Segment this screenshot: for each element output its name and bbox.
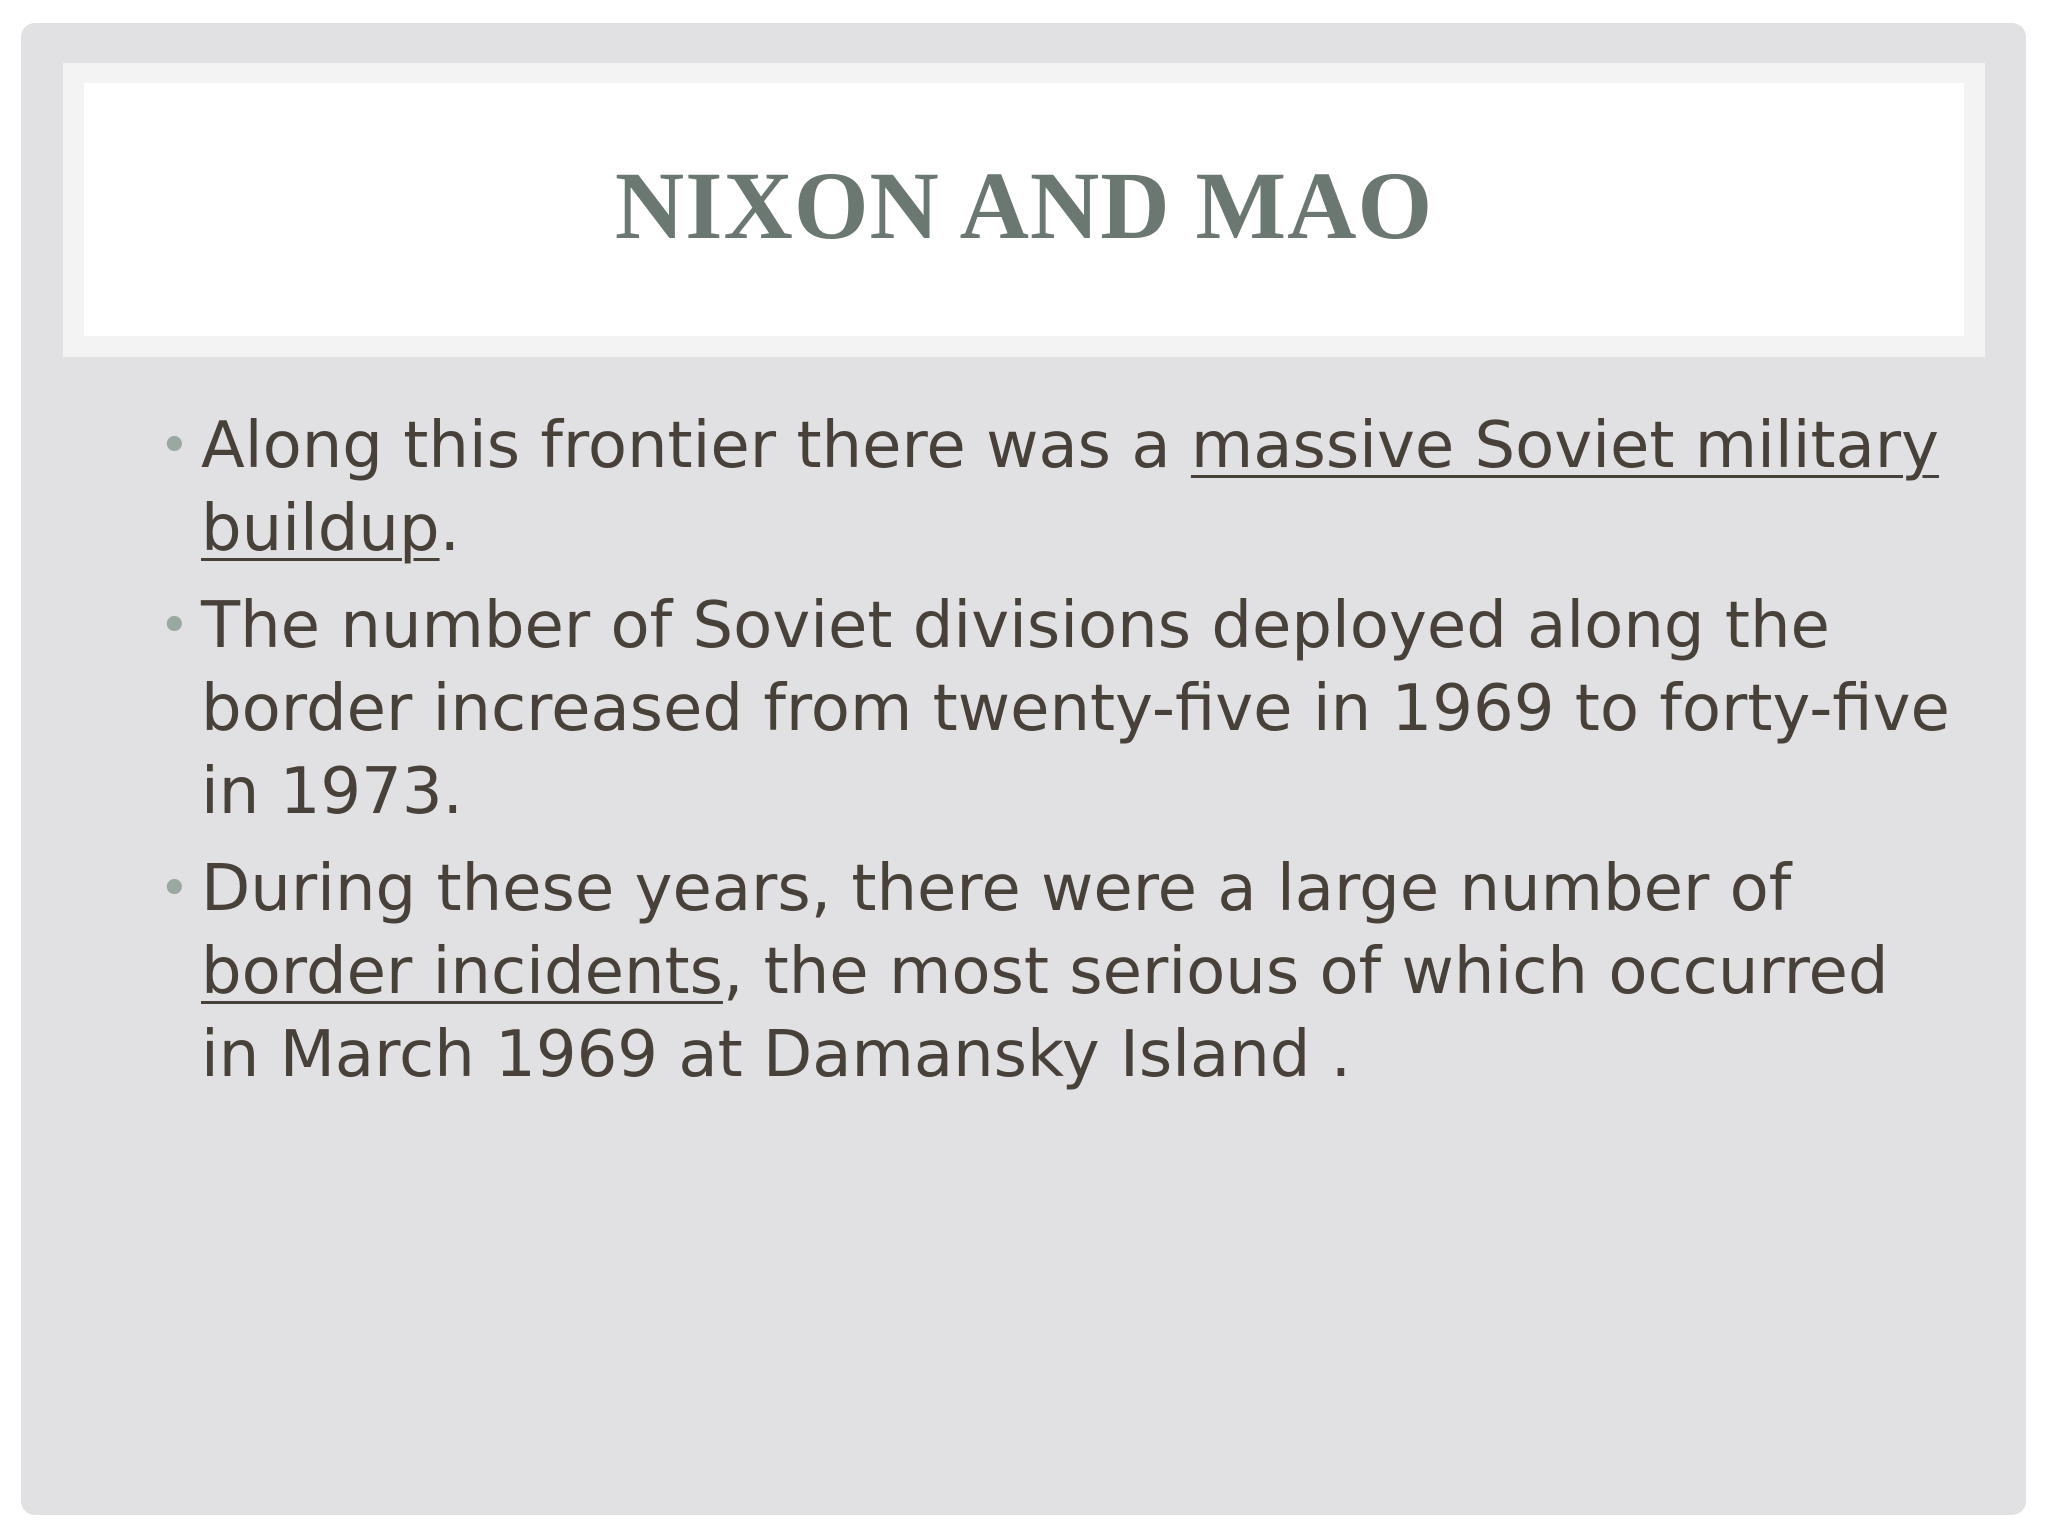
- bullet-text: .: [439, 492, 460, 566]
- bullet-item: [159, 848, 1961, 1097]
- bullet-icon: •: [159, 859, 190, 919]
- slide: [21, 23, 2026, 1515]
- bullet-icon: •: [159, 416, 190, 476]
- bullet-text: , the most serious of which occurred in March 1969 at Damansky Island .: [201, 935, 1889, 1092]
- bullet-text: The number of Soviet divisions deployed along the border increased from twenty-five in 1969 to forty-five in 1973.: [201, 589, 1950, 829]
- title-box: [84, 83, 1964, 336]
- bullet-item: [159, 405, 1961, 571]
- slide-title: NIXON AND MAO: [614, 152, 1434, 259]
- bullet-item: [159, 585, 1961, 834]
- bullet-list: [159, 405, 1981, 1111]
- underlined-text: border incidents: [201, 935, 723, 1009]
- bullet-text: During these years, there were a large number of: [201, 852, 1792, 926]
- underlined-text: massive Soviet military buildup: [201, 409, 1939, 566]
- bullet-icon: •: [159, 596, 190, 656]
- bullet-text: Along this frontier there was a: [201, 409, 1191, 483]
